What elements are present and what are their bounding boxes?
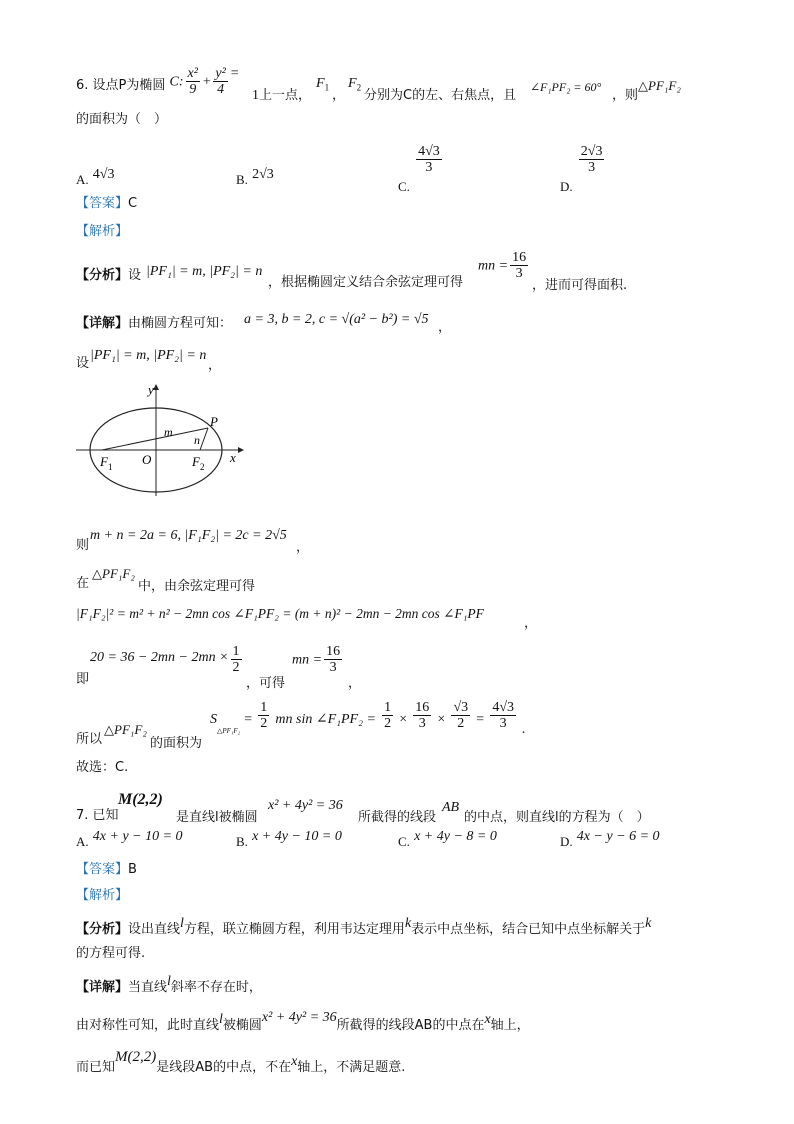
q6-suoyi-tri: △PF₁F₂ [104,722,147,737]
n-label: n [194,433,200,447]
x-label: x [230,450,236,465]
q7-option-d: D. 4x − y − 6 = 0 [560,829,660,849]
q6-option-b: B. 2√3 [236,167,274,187]
q6-suoyi-text2: 的面积为 [150,736,203,751]
y-axis-arrow [153,384,159,390]
q6-cosine-comma: ， [524,616,538,631]
m-label: m [164,425,173,439]
q6-option-d: D. $\frac{2√3}{3}$ [560,144,603,195]
q7-option-b: B. x + 4y − 10 = 0 [236,829,342,849]
q7-answer: 【答案】B [76,862,137,877]
q6-ji-comma: ， [348,676,362,691]
q6-detail: 【详解】由椭圆方程可知： [76,316,233,331]
q6-stem-line1 [76,66,239,98]
q6-option-c: C. $\frac{4√3}{3}$ [398,144,440,195]
q6-set-line: 设 [76,356,90,371]
q7-stem: 7. 已知 [76,808,119,823]
q6-in-text2: 中，由余弦定理可得 [138,579,256,594]
q6-stem-line1-rest: 1上一点， [252,88,312,103]
q6-mid3: ，则 [612,88,639,103]
q6-in-tri: △PF₁F₂ [92,566,135,581]
q6-guxuan: 故选：C. [76,760,129,775]
x-axis-arrow [238,447,244,453]
q6-detail-math: a = 3, b = 2, c = √(a² − b²) = √5 [244,312,429,327]
q6-stem-line2: 的面积为（ ） [76,112,168,127]
q6-fenxi-mn: mn = $\frac{16}{3}$ [478,250,527,282]
f2-sub: 2 [200,462,205,472]
origin-label: O [142,452,152,467]
f2-label: F [192,454,200,469]
q6-cosine-math: |F₁F₂|² = m² + n² − 2mn cos ∠F₁PF₂ = (m + n)² − 2mn − 2mn cos ∠F₁PF [76,606,484,621]
q6-set-math: |PF₁| = m, |PF₂| = n [90,348,207,363]
q7-last: 而已知M(2,2)是线段AB的中点，不在x轴上，不满足题意. [76,1049,406,1075]
q7-analysis-label: 【解析】 [76,888,129,903]
q6-area-formula: $S_{\triangle PF_1F_2}$ = $\frac{1}{2}$ mn sin ∠F₁PF₂ = $\frac{1}{2}$ × $\frac{16}{3}$ × $\frac{√3}{2}$ = $\frac{4√3}{3}$ . [210,700,526,738]
q7-symmetry: 由对称性可知，此时直线l被椭圆x² + 4y² = 36所截得的线段AB的中点在x轴上， [76,1010,530,1033]
q7-detail: 【详解】当直线l斜率不存在时， [76,974,262,995]
q7-ab: AB [442,800,460,815]
q6-ji-math: 20 = 36 − 2mn − 2mn × $\frac{1}{2}$ [90,644,240,676]
q6-angle: ∠F₁PF₂ = 60° [530,80,602,94]
p-label: P [210,414,218,429]
q6-answer: 【答案】C [76,196,138,211]
q6-detail-comma: ， [438,320,452,335]
f1-sub: 1 [108,462,113,472]
q6-ji-mn: mn = $\frac{16}{3}$ [292,644,341,676]
q6-fenxi: 【分析】设 [76,268,142,283]
q6-set-comma: ， [208,358,222,373]
y-label: y [148,382,154,397]
q6-analysis-label: 【解析】 [76,224,129,239]
q6-option-a: A. 4√3 [76,167,115,187]
q7-option-a: A. 4x + y − 10 = 0 [76,829,183,849]
q6-ji-text2: ，可得 [246,676,286,691]
q6-prefix: 6. 设点P为椭圆 [76,78,166,93]
q7-mid3: 的中点，则直线l的方程为（ ） [464,810,650,825]
segment-pf1 [102,428,208,450]
q6-in-line: 在 [76,576,90,591]
q7-ellipse: x² + 4y² = 36 [268,798,343,813]
f1-label: F [100,454,108,469]
q7-option-c: C. x + 4y − 8 = 0 [398,829,497,849]
q7-mid1: 是直线l被椭圆 [176,810,258,825]
q6-mid2: 分别为C的左、右焦点，且 [364,88,517,103]
q7-fenxi-line2: 的方程可得. [76,946,146,961]
q6-ji-line: 即 [76,672,90,687]
q6-then-comma: ， [296,540,310,555]
q6-fenxi-text2: ，根据椭圆定义结合余弦定理可得 [268,275,464,290]
segment-pf2 [200,428,208,450]
q6-triangle: △PF₁F₂ [638,78,681,93]
q6-fenxi-text3: ，进而可得面积. [532,278,628,293]
q6-fenxi-math: |PF₁| = m, |PF₂| = n [146,264,263,279]
q6-then-line: 则 [76,538,90,553]
q6-comma1: ， [332,88,346,103]
q6-then-math: m + n = 2a = 6, |F₁F₂| = 2c = 2√5 [90,528,287,543]
ellipse-diagram [72,380,252,500]
q6-f2: $F_2$ [348,76,362,93]
q6-f1: $F_1$ [316,76,330,93]
q6-ellipse-equation: C: $\frac{\text{x²}}{9}$ + $\frac{\text{y²}}{4}$ = [169,66,240,98]
q7-fenxi: 【分析】设出直线l方程，联立椭圆方程，利用韦达定理用k表示中点坐标，结合已知中点坐标解关于k [76,916,652,937]
q7-point: M(2,2) [118,791,163,808]
q7-mid2: 所截得的线段 [358,810,437,825]
q6-suoyi-line: 所以 [76,732,103,747]
